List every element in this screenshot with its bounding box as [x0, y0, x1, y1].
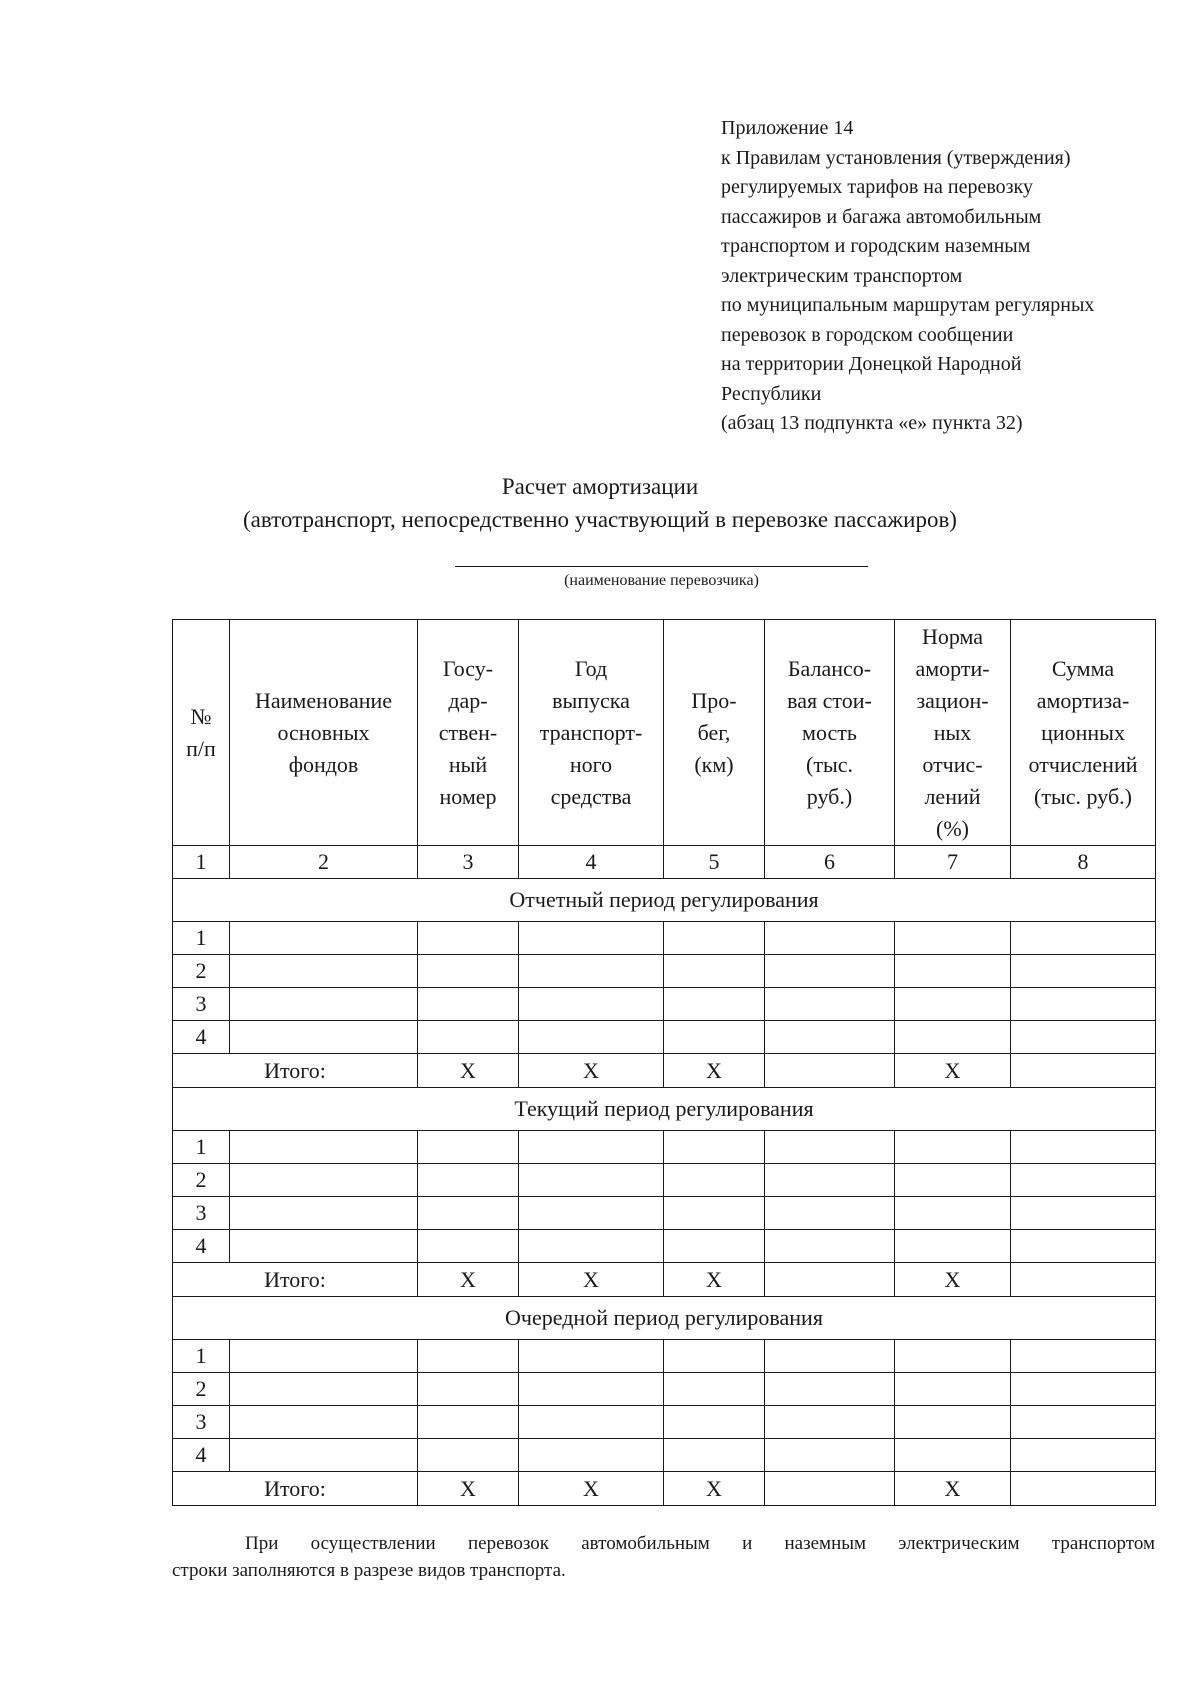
table-row [173, 1373, 1156, 1406]
table-cell[interactable] [418, 1406, 519, 1439]
row-number: 2 [173, 955, 230, 988]
approval-line: по муниципальным маршрутам регулярных [721, 294, 1095, 316]
table-cell[interactable] [519, 1340, 664, 1373]
table-cell[interactable] [664, 955, 765, 988]
table-cell[interactable] [664, 1406, 765, 1439]
column-header-line: основных [277, 719, 370, 745]
table-cell[interactable] [1011, 1021, 1156, 1054]
table-cell[interactable] [895, 1439, 1011, 1472]
table-cell[interactable] [418, 988, 519, 1021]
table-cell[interactable] [765, 1373, 895, 1406]
column-header-line: фондов [288, 751, 359, 777]
column-header-line: ных [933, 719, 972, 745]
approval-line: Приложение 14 [721, 117, 854, 139]
total-cell[interactable] [1011, 1472, 1156, 1506]
table-cell[interactable] [895, 1373, 1011, 1406]
not-applicable-mark: X [895, 1054, 1011, 1088]
column-header-line: Норма [921, 623, 984, 649]
table-cell[interactable] [418, 1021, 519, 1054]
not-applicable-mark: X [519, 1263, 664, 1297]
section-title: Отчетный период регулирования [173, 879, 1156, 922]
table-cell[interactable] [895, 1021, 1011, 1054]
table-cell[interactable] [664, 1197, 765, 1230]
column-header-line: отчис- [922, 751, 983, 777]
column-header-line: ционных [1041, 719, 1125, 745]
column-header-7 [895, 620, 1011, 846]
table-row [173, 988, 1156, 1021]
not-applicable-mark: X [519, 1472, 664, 1506]
table-cell[interactable] [895, 988, 1011, 1021]
table-cell[interactable] [230, 955, 418, 988]
section-header-row [173, 1088, 1156, 1131]
table-cell[interactable] [1011, 922, 1156, 955]
table-cell[interactable] [230, 1021, 418, 1054]
table-cell[interactable] [664, 922, 765, 955]
table-cell[interactable] [230, 1164, 418, 1197]
row-number: 1 [173, 1131, 230, 1164]
column-header-1 [173, 620, 230, 846]
table-cell[interactable] [664, 1340, 765, 1373]
table-header-row [173, 620, 1156, 846]
table-cell[interactable] [895, 1197, 1011, 1230]
table-cell[interactable] [765, 922, 895, 955]
column-number: 7 [895, 846, 1011, 879]
table-cell[interactable] [664, 1131, 765, 1164]
not-applicable-mark: X [664, 1472, 765, 1506]
table-cell[interactable] [230, 988, 418, 1021]
row-number: 2 [173, 1164, 230, 1197]
table-cell[interactable] [765, 1164, 895, 1197]
table-cell[interactable] [765, 1340, 895, 1373]
column-number: 4 [519, 846, 664, 879]
table-cell[interactable] [664, 1021, 765, 1054]
row-number: 3 [173, 988, 230, 1021]
column-header-line: лений [924, 783, 981, 809]
not-applicable-mark: X [418, 1472, 519, 1506]
table-row [173, 1021, 1156, 1054]
table-cell[interactable] [664, 1164, 765, 1197]
table-cell[interactable] [230, 1406, 418, 1439]
table-cell[interactable] [519, 1373, 664, 1406]
total-row [173, 1263, 1156, 1297]
total-cell[interactable] [1011, 1263, 1156, 1297]
not-applicable-mark: X [895, 1472, 1011, 1506]
approval-line: Республики [721, 382, 822, 405]
column-header-line: номер [439, 783, 497, 809]
column-number-row [173, 846, 1156, 879]
column-header-line: дар- [448, 687, 488, 713]
table-cell[interactable] [895, 922, 1011, 955]
column-header-line: бег, [697, 719, 731, 745]
table-row [173, 1197, 1156, 1230]
total-row [173, 1054, 1156, 1088]
table-cell[interactable] [230, 922, 418, 955]
table-cell[interactable] [1011, 1406, 1156, 1439]
table-cell[interactable] [765, 955, 895, 988]
table-cell[interactable] [519, 1131, 664, 1164]
table-cell[interactable] [1011, 1439, 1156, 1472]
footnote-line: строки заполняются в разрезе видов транспорта. [172, 1560, 566, 1581]
section-header-row [173, 879, 1156, 922]
table-cell[interactable] [1011, 1340, 1156, 1373]
column-header-line: ный [448, 751, 488, 777]
table-cell[interactable] [765, 1439, 895, 1472]
column-header-line: мость [802, 719, 857, 745]
not-applicable-mark: X [418, 1263, 519, 1297]
approval-line: на территории Донецкой Народной [721, 353, 1022, 375]
table-cell[interactable] [519, 1406, 664, 1439]
table-row [173, 1340, 1156, 1373]
table-cell[interactable] [418, 922, 519, 955]
column-header-line: Балансо- [787, 655, 872, 681]
row-number: 4 [173, 1021, 230, 1054]
column-header-line: Год [574, 655, 608, 681]
row-number: 3 [173, 1197, 230, 1230]
column-number: 3 [418, 846, 519, 879]
table-cell[interactable] [230, 1340, 418, 1373]
column-header-line: Наименование [254, 687, 393, 713]
column-header-4 [519, 620, 664, 846]
column-header-2 [230, 620, 418, 846]
table-cell[interactable] [1011, 1197, 1156, 1230]
table-row [173, 955, 1156, 988]
table-cell[interactable] [664, 1439, 765, 1472]
column-header-line: руб.) [806, 783, 853, 809]
table-cell[interactable] [519, 1164, 664, 1197]
table-cell[interactable] [1011, 1164, 1156, 1197]
column-header-line: Про- [691, 687, 737, 713]
approval-line: к Правилам установления (утверждения) [721, 146, 1071, 169]
total-label: Итого: [173, 1472, 418, 1506]
table-cell[interactable] [1011, 1230, 1156, 1263]
column-header-line: отчислений [1028, 751, 1138, 777]
table-cell[interactable] [895, 1406, 1011, 1439]
column-number: 5 [664, 846, 765, 879]
row-number: 3 [173, 1406, 230, 1439]
table-row [173, 1406, 1156, 1439]
section-title: Текущий период регулирования [173, 1088, 1156, 1131]
column-header-line: (км) [694, 751, 734, 777]
table-cell[interactable] [765, 1197, 895, 1230]
table-row [173, 1131, 1156, 1164]
table-cell[interactable] [418, 1197, 519, 1230]
column-number: 1 [173, 846, 230, 879]
column-number: 2 [230, 846, 418, 879]
table-row [173, 1439, 1156, 1472]
table-cell[interactable] [230, 1131, 418, 1164]
column-header-line: № [190, 703, 212, 729]
not-applicable-mark: X [895, 1263, 1011, 1297]
table-cell[interactable] [895, 1164, 1011, 1197]
column-number: 6 [765, 846, 895, 879]
column-header-3 [418, 620, 519, 846]
table-cell[interactable] [230, 1439, 418, 1472]
total-label: Итого: [173, 1263, 418, 1297]
table-cell[interactable] [765, 1131, 895, 1164]
column-header-line: аморти- [915, 655, 990, 681]
carrier-name-caption: (наименование перевозчика) [564, 572, 759, 589]
table-cell[interactable] [1011, 988, 1156, 1021]
row-number: 1 [173, 922, 230, 955]
table-cell[interactable] [765, 988, 895, 1021]
approval-block [721, 114, 1181, 439]
column-header-line: п/п [186, 735, 216, 761]
row-number: 4 [173, 1439, 230, 1472]
column-header-line: ствен- [438, 719, 498, 745]
footnote-line: При осуществлении перевозок автомобильным и наземным электрическим транспортом [245, 1533, 1155, 1554]
column-header-line: (тыс. руб.) [1034, 783, 1132, 809]
table-cell[interactable] [519, 955, 664, 988]
column-header-line: Сумма [1051, 655, 1115, 681]
total-row [173, 1472, 1156, 1506]
column-header-line: вая стои- [787, 687, 872, 713]
table-row [173, 922, 1156, 955]
column-header-5 [664, 620, 765, 846]
approval-line: транспортом и городским наземным [721, 235, 1031, 257]
not-applicable-mark: X [519, 1054, 664, 1088]
table-cell[interactable] [418, 1164, 519, 1197]
table-cell[interactable] [895, 1340, 1011, 1373]
not-applicable-mark: X [664, 1054, 765, 1088]
column-header-line: (%) [936, 815, 969, 841]
column-header-line: средства [550, 783, 632, 809]
carrier-name-line [455, 566, 868, 567]
column-header-line: (тыс. [806, 751, 853, 777]
total-cell[interactable] [765, 1263, 895, 1297]
table-cell[interactable] [1011, 1373, 1156, 1406]
table-cell[interactable] [519, 1439, 664, 1472]
table-cell[interactable] [519, 988, 664, 1021]
column-header-line: зацион- [916, 687, 989, 713]
table-cell[interactable] [765, 1021, 895, 1054]
table-cell[interactable] [895, 1230, 1011, 1263]
column-header-line: амортиза- [1036, 687, 1130, 713]
amortization-table [172, 619, 1156, 1506]
table-cell[interactable] [230, 1230, 418, 1263]
total-cell[interactable] [765, 1472, 895, 1506]
approval-line: (абзац 13 подпункта «е» пункта 32) [721, 412, 1023, 434]
table-row [173, 1164, 1156, 1197]
table-cell[interactable] [519, 922, 664, 955]
table-cell[interactable] [664, 1230, 765, 1263]
footnote [172, 1530, 1155, 1584]
table-cell[interactable] [230, 1373, 418, 1406]
table-cell[interactable] [895, 1131, 1011, 1164]
column-header-line: транспорт- [539, 719, 643, 745]
table-cell[interactable] [519, 1021, 664, 1054]
column-header-line: ного [569, 751, 613, 777]
table-cell[interactable] [418, 1439, 519, 1472]
approval-line: электрическим транспортом [721, 264, 963, 287]
table-cell[interactable] [765, 1230, 895, 1263]
table-row [173, 1230, 1156, 1263]
table-cell[interactable] [418, 1340, 519, 1373]
column-header-6 [765, 620, 895, 846]
table-cell[interactable] [765, 1406, 895, 1439]
section-header-row [173, 1297, 1156, 1340]
row-number: 1 [173, 1340, 230, 1373]
column-header-line: выпуска [552, 687, 630, 713]
table-cell[interactable] [895, 955, 1011, 988]
table-cell[interactable] [418, 955, 519, 988]
table-cell[interactable] [418, 1230, 519, 1263]
approval-line: регулируемых тарифов на перевозку [721, 176, 1033, 198]
column-header-8 [1011, 620, 1156, 846]
table-cell[interactable] [664, 988, 765, 1021]
column-header-line: Госу- [442, 655, 494, 681]
document-subtitle: (автотранспорт, непосредственно участвующий в перевозке пассажиров) [243, 507, 957, 532]
table-cell[interactable] [664, 1373, 765, 1406]
document-title: Расчет амортизации [501, 474, 699, 499]
table-cell[interactable] [1011, 1131, 1156, 1164]
total-cell[interactable] [1011, 1054, 1156, 1088]
row-number: 4 [173, 1230, 230, 1263]
approval-line: перевозок в городском сообщении [721, 323, 1014, 346]
total-label: Итого: [173, 1054, 418, 1088]
table-cell[interactable] [230, 1197, 418, 1230]
section-title: Очередной период регулирования [173, 1297, 1156, 1340]
approval-line: пассажиров и багажа автомобильным [721, 205, 1042, 228]
table-cell[interactable] [418, 1131, 519, 1164]
row-number: 2 [173, 1373, 230, 1406]
table-cell[interactable] [1011, 955, 1156, 988]
column-number: 8 [1011, 846, 1156, 879]
table-cell[interactable] [418, 1373, 519, 1406]
table-cell[interactable] [519, 1230, 664, 1263]
total-cell[interactable] [765, 1054, 895, 1088]
not-applicable-mark: X [664, 1263, 765, 1297]
table-cell[interactable] [519, 1197, 664, 1230]
not-applicable-mark: X [418, 1054, 519, 1088]
